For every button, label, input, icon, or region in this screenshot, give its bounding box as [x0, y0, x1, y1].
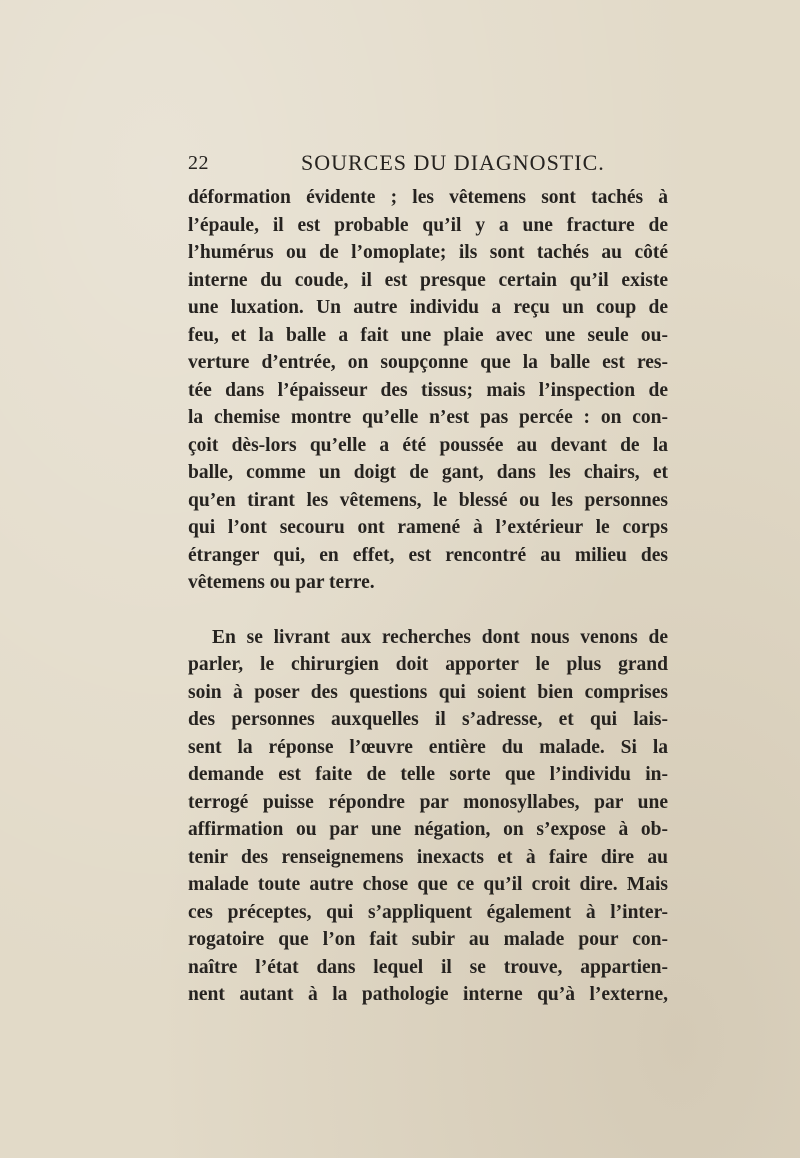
- text-line: naître l’état dans lequel il se trouve, appartien-: [188, 956, 668, 978]
- text-line: çoit dès-lors qu’elle a été poussée au devant de la: [188, 434, 668, 456]
- text-line: feu, et la balle a fait une plaie avec une seule ou-: [188, 324, 668, 346]
- text-line: la chemise montre qu’elle n’est pas percée : on con-: [188, 407, 668, 428]
- text-line: soin à poser des questions qui soient bien comprises: [188, 681, 668, 703]
- text-line: tenir des renseignemens inexacts et à faire dire au: [188, 846, 668, 868]
- text-line: rogatoire que l’on fait subir au malade pour con-: [188, 929, 668, 950]
- page-number: 22: [188, 152, 209, 174]
- text-line: balle, comme un doigt de gant, dans les chairs, et: [188, 462, 668, 483]
- text-line: verture d’entrée, on soupçonne que la balle est res-: [188, 352, 668, 373]
- text-line: interne du coude, il est presque certain qu’il existe: [188, 269, 668, 291]
- text-line: parler, le chirurgien doit apporter le plus grand: [188, 654, 668, 675]
- text-line: affirmation ou par une négation, on s’expose à ob-: [188, 819, 668, 840]
- text-line: l’humérus ou de l’omoplate; ils sont tachés au côté: [188, 242, 668, 263]
- text-line: terrogé puisse répondre par monosyllabes, par une: [188, 791, 668, 813]
- text-line: l’épaule, il est probable qu’il y a une fracture de: [188, 214, 668, 236]
- text-line: qui l’ont secouru ont ramené à l’extérieur le corps: [188, 517, 668, 538]
- paragraph-1: [188, 184, 668, 597]
- text-line: étranger qui, en effet, est rencontré au milieu des: [188, 544, 668, 566]
- text-line: qu’en tirant les vêtemens, le blessé ou les personnes: [188, 489, 668, 511]
- text-line: une luxation. Un autre individu a reçu un coup de: [188, 297, 668, 318]
- page-header: [188, 150, 668, 180]
- text-line: tée dans l’épaisseur des tissus; mais l’inspection de: [188, 379, 668, 401]
- paragraph-2: [188, 624, 668, 1009]
- body-text: [188, 184, 668, 1009]
- paragraph-gap: [188, 597, 668, 624]
- text-line: demande est faite de telle sorte que l’individu in-: [188, 764, 668, 785]
- running-head: SOURCES DU DIAGNOSTIC.: [301, 150, 605, 175]
- text-line: vêtemens ou par terre.: [188, 572, 375, 593]
- text-line: En se livrant aux recherches dont nous venons de: [212, 626, 668, 648]
- text-line: malade toute autre chose que ce qu’il croit dire. Mais: [188, 874, 668, 895]
- text-line: nent autant à la pathologie interne qu’à l’externe,: [188, 984, 668, 1005]
- text-line: ces préceptes, qui s’appliquent également à l’inter-: [188, 901, 668, 923]
- text-line: sent la réponse l’œuvre entière du malade. Si la: [188, 736, 668, 758]
- text-line: déformation évidente ; les vêtemens sont tachés à: [188, 187, 668, 208]
- text-line: des personnes auxquelles il s’adresse, et qui lais-: [188, 709, 668, 730]
